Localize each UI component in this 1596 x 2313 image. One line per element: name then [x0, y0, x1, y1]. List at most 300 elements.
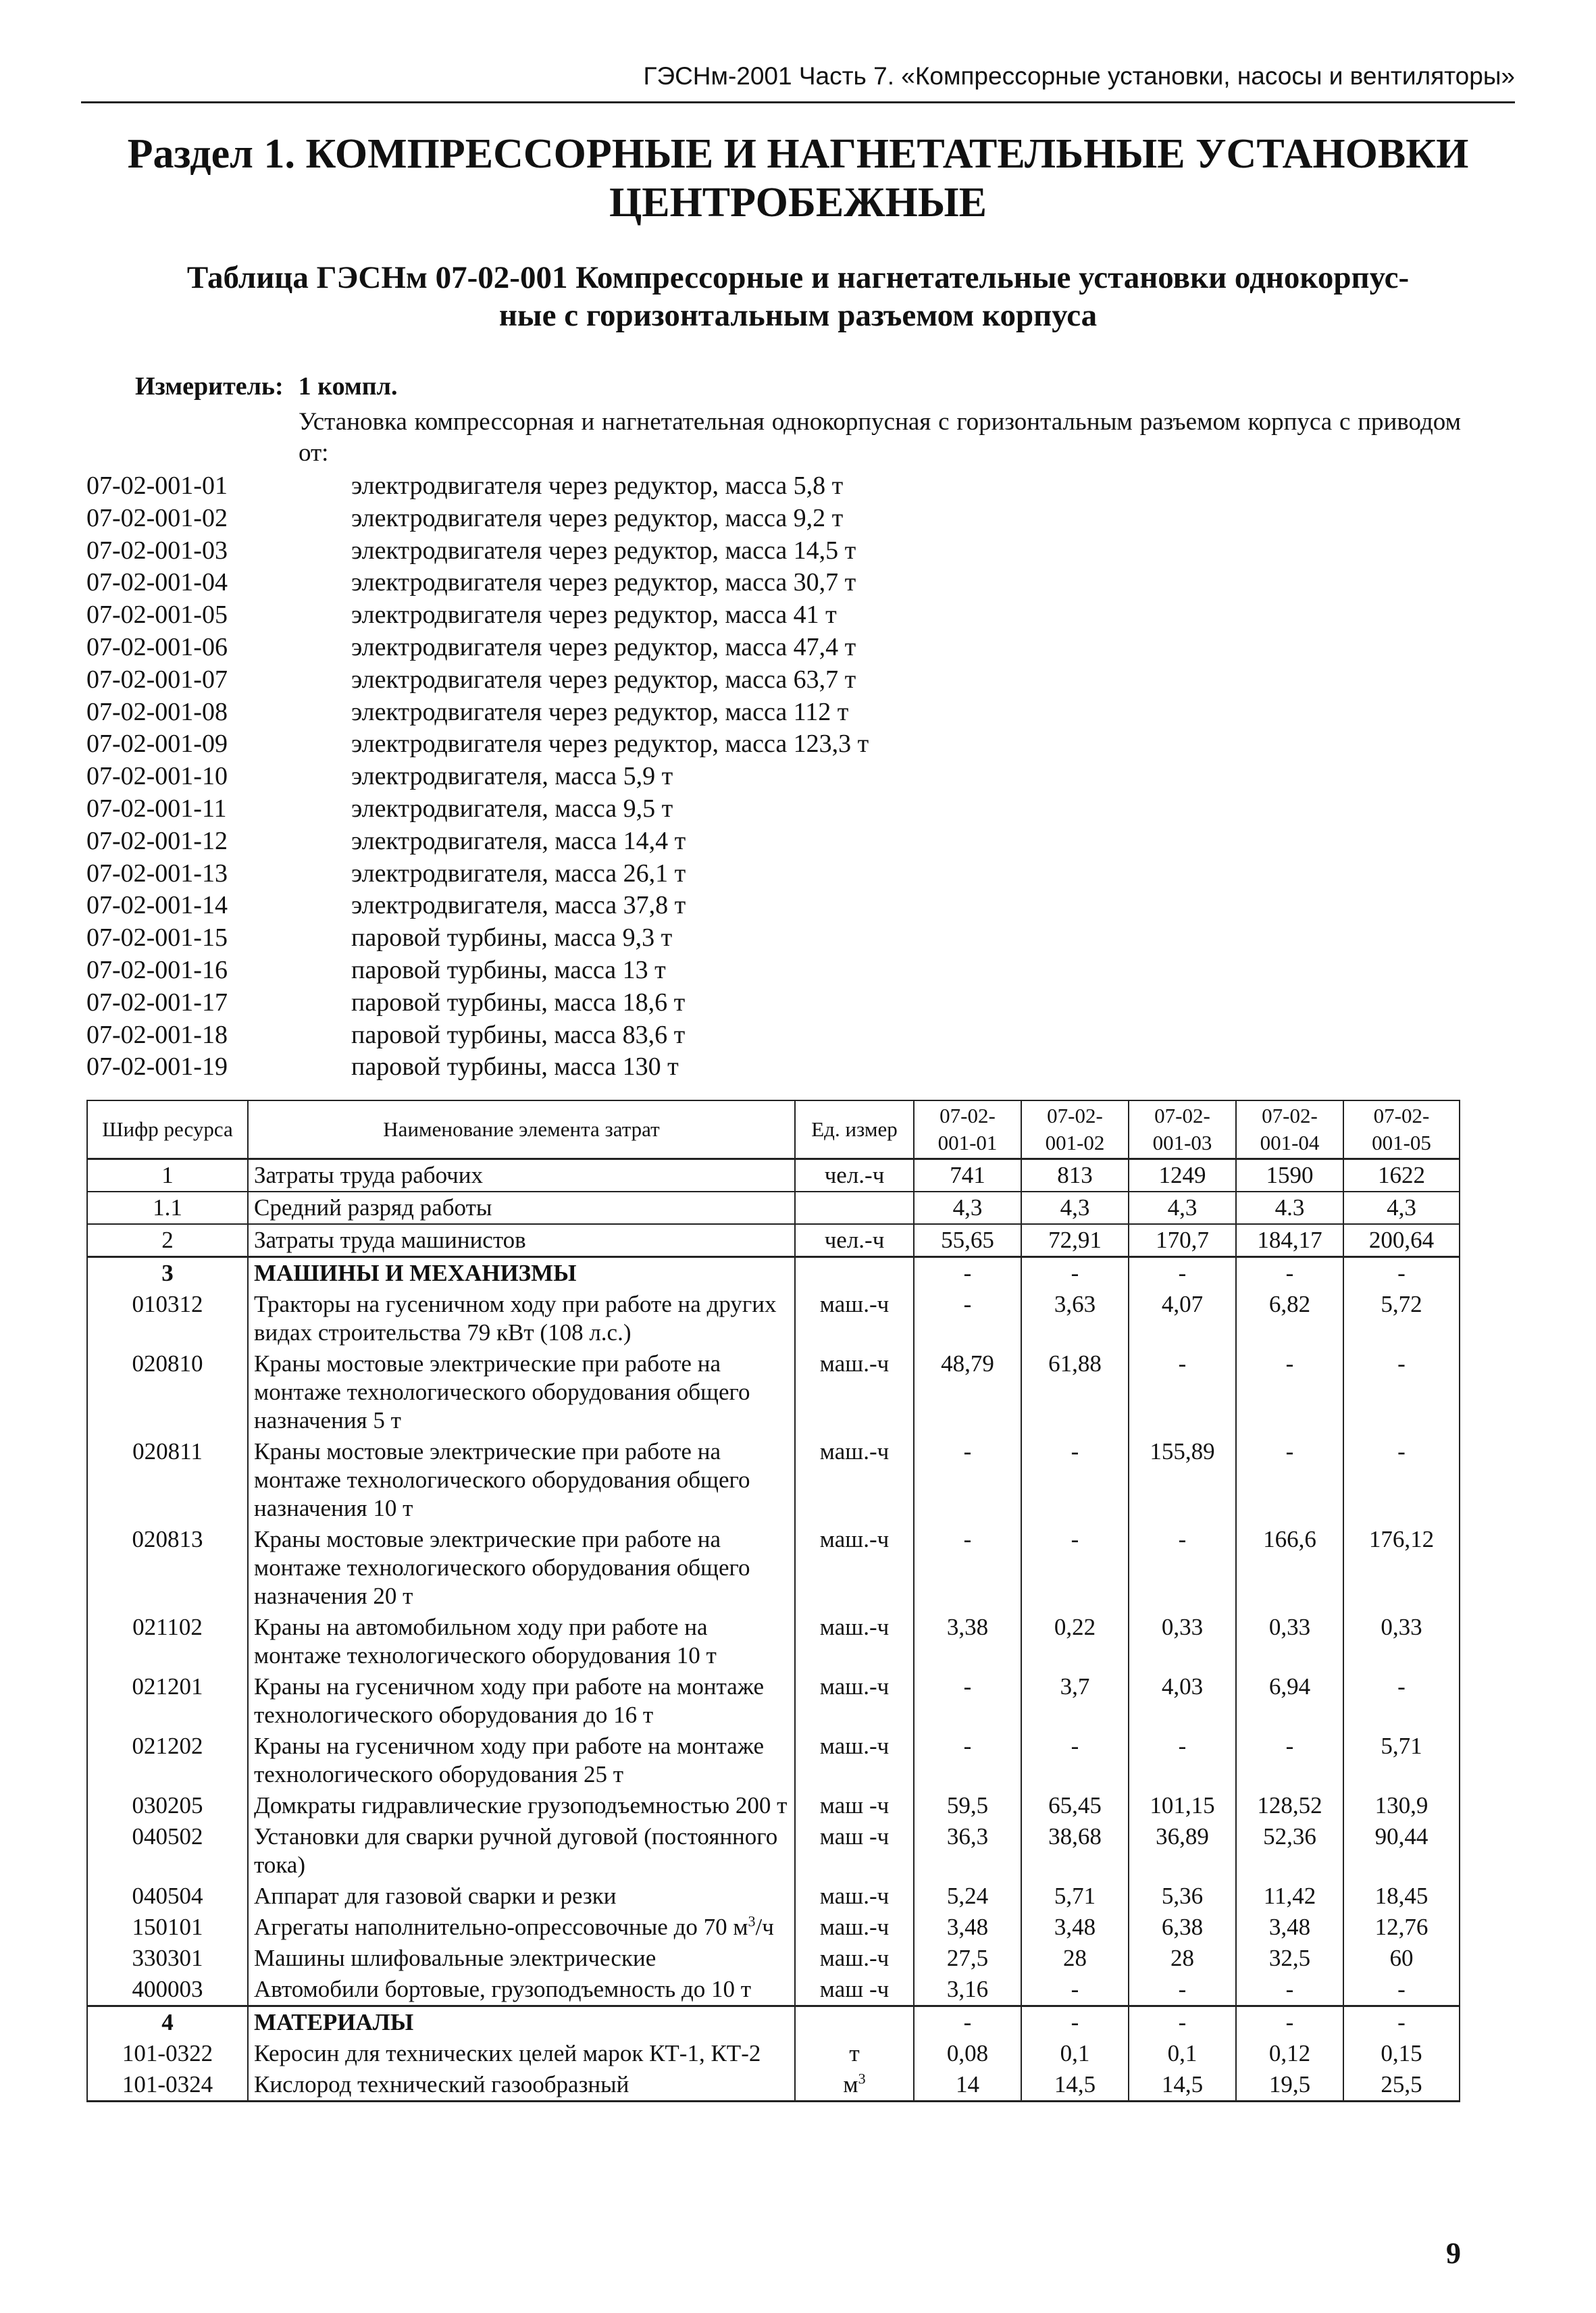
- variant-desc: электродвигателя, масса 26,1 т: [351, 859, 686, 888]
- cell-code: 2: [87, 1224, 248, 1257]
- table-title-line2: ные с горизонтальным разъемом корпуса: [498, 298, 1098, 333]
- cell-value: -: [1021, 1257, 1129, 1290]
- cell-value: -: [914, 1731, 1021, 1790]
- section-title: [81, 130, 1515, 227]
- cell-code: 1: [87, 1159, 248, 1192]
- cell-value: 38,68: [1021, 1821, 1129, 1881]
- variant-desc: электродвигателя через редуктор, масса 14,5 т: [351, 536, 856, 565]
- cell-value: 72,91: [1021, 1224, 1129, 1257]
- cell-code: 101-0322: [87, 2038, 248, 2069]
- cell-value: 5,71: [1343, 1731, 1460, 1790]
- cell-value: 0,15: [1343, 2038, 1460, 2069]
- cell-unit-superscript: 3: [858, 2070, 866, 2087]
- cell-value: -: [1021, 1436, 1129, 1524]
- variant-desc: электродвигателя через редуктор, масса 47,4 т: [351, 632, 856, 661]
- table-body: [87, 1159, 1460, 2102]
- cell-unit-text: маш -ч: [819, 1976, 890, 2002]
- cell-code: 020813: [87, 1524, 248, 1612]
- cell-name-text: Затраты труда машинистов: [254, 1227, 526, 1253]
- cell-name: [248, 1612, 795, 1671]
- cell-value: 4.3: [1236, 1192, 1343, 1224]
- cell-name-text: Краны мостовые электрические при работе на монтаже технологического оборудования общего назначения 10 т: [254, 1438, 750, 1521]
- cell-value: 0,1: [1129, 2038, 1236, 2069]
- table-row: [87, 1612, 1460, 1671]
- cell-unit: [795, 1821, 914, 1881]
- cell-name: [248, 1257, 795, 1290]
- variant-item: [86, 632, 869, 664]
- header-col-4-a: 07-02-: [1262, 1104, 1318, 1127]
- cell-value: 1590: [1236, 1159, 1343, 1192]
- variant-code: 07-02-001-02: [86, 503, 228, 532]
- cell-name: [248, 1224, 795, 1257]
- cell-unit-text: маш.-ч: [819, 1733, 890, 1759]
- cell-code: 150101: [87, 1912, 248, 1943]
- cell-value: -: [1343, 1436, 1460, 1524]
- cell-name-text: Кислород технический газообразный: [254, 2071, 629, 2098]
- cell-name-text: Автомобили бортовые, грузоподъемность до 10 т: [254, 1976, 752, 2002]
- cell-name: [248, 1192, 795, 1224]
- cell-value: -: [1129, 1974, 1236, 2006]
- cell-value: 0,22: [1021, 1612, 1129, 1671]
- cell-value: -: [1343, 1671, 1460, 1731]
- table-row: [87, 1790, 1460, 1821]
- table-row: [87, 1289, 1460, 1348]
- cell-value: 200,64: [1343, 1224, 1460, 1257]
- cell-value: -: [914, 1671, 1021, 1731]
- cell-value: 61,88: [1021, 1348, 1129, 1436]
- cell-unit-text: маш.-ч: [819, 1914, 890, 1940]
- table-row: [87, 1912, 1460, 1943]
- cell-unit: [795, 1436, 914, 1524]
- cell-value: 4,3: [914, 1192, 1021, 1224]
- cell-value: 0,08: [914, 2038, 1021, 2069]
- cell-name: [248, 1974, 795, 2006]
- cell-name-text: Краны на гусеничном ходу при работе на монтаже технологического оборудования до 16 т: [254, 1673, 765, 1728]
- cell-value: -: [1236, 1731, 1343, 1790]
- cell-name-text: Аппарат для газовой сварки и резки: [254, 1883, 617, 1909]
- header-col-3: [1129, 1100, 1236, 1159]
- cell-value: -: [1236, 1348, 1343, 1436]
- variant-desc: электродвигателя через редуктор, масса 41 т: [351, 601, 837, 630]
- cell-unit: [795, 1159, 914, 1192]
- cell-value: -: [1129, 1348, 1236, 1436]
- variant-item: [86, 1019, 869, 1052]
- variant-item: [86, 793, 869, 825]
- cell-unit-text: маш.-ч: [819, 1438, 890, 1465]
- cell-name: [248, 1289, 795, 1348]
- table-row: [87, 1348, 1460, 1436]
- cell-value: 3,7: [1021, 1671, 1129, 1731]
- cell-unit: [795, 2038, 914, 2069]
- cell-value: 28: [1129, 1943, 1236, 1974]
- variant-code: 07-02-001-11: [86, 794, 227, 823]
- cell-code: 400003: [87, 1974, 248, 2006]
- variant-code: 07-02-001-09: [86, 730, 228, 759]
- cell-value: 3,48: [914, 1912, 1021, 1943]
- variant-desc: электродвигателя, масса 9,5 т: [351, 794, 673, 823]
- variant-code: 07-02-001-05: [86, 601, 228, 630]
- header-col-2-b: 001-02: [1045, 1131, 1105, 1154]
- cell-name-text: МАШИНЫ И МЕХАНИЗМЫ: [254, 1260, 577, 1286]
- variant-code: 07-02-001-04: [86, 568, 228, 597]
- variant-code: 07-02-001-12: [86, 826, 228, 855]
- cell-unit: [795, 1348, 914, 1436]
- cell-unit: [795, 1612, 914, 1671]
- cell-code: 3: [87, 1257, 248, 1290]
- cell-value: 11,42: [1236, 1881, 1343, 1912]
- cell-value: -: [1236, 1257, 1343, 1290]
- cell-name-superscript: 3: [748, 1912, 756, 1930]
- resource-table: [86, 1100, 1460, 2102]
- header-col-4-b: 001-04: [1260, 1131, 1320, 1154]
- cell-value: 0,33: [1129, 1612, 1236, 1671]
- cell-value: 25,5: [1343, 2069, 1460, 2102]
- variant-desc: электродвигателя через редуктор, масса 5,8 т: [351, 472, 844, 500]
- cell-value: 128,52: [1236, 1790, 1343, 1821]
- variant-desc: электродвигателя через редуктор, масса 123,3 т: [351, 730, 869, 759]
- cell-value: 4,03: [1129, 1671, 1236, 1731]
- cell-value: 813: [1021, 1159, 1129, 1192]
- variant-item: [86, 470, 869, 503]
- cell-value: 3,38: [914, 1612, 1021, 1671]
- cell-value: -: [1021, 1731, 1129, 1790]
- cell-value: 130,9: [1343, 1790, 1460, 1821]
- cell-code: 021102: [87, 1612, 248, 1671]
- header-col-5: [1343, 1100, 1460, 1159]
- cell-unit: [795, 1289, 914, 1348]
- cell-value: 48,79: [914, 1348, 1021, 1436]
- cell-name-text: Домкраты гидравлические грузоподъемностью 200 т: [254, 1792, 788, 1819]
- cell-value: 32,5: [1236, 1943, 1343, 1974]
- header-col-4: [1236, 1100, 1343, 1159]
- cell-unit: [795, 2069, 914, 2102]
- cell-code: 021201: [87, 1671, 248, 1731]
- variant-item: [86, 987, 869, 1019]
- header-name: Наименование элемента затрат: [248, 1100, 795, 1159]
- cell-value: -: [1129, 1731, 1236, 1790]
- cell-unit: [795, 1881, 914, 1912]
- table-row: [87, 2038, 1460, 2069]
- cell-code: 021202: [87, 1731, 248, 1790]
- cell-code: 020811: [87, 1436, 248, 1524]
- variants-list: [86, 470, 869, 1084]
- header-col-3-a: 07-02-: [1154, 1104, 1210, 1127]
- cell-unit-text: маш -ч: [819, 1792, 890, 1819]
- cell-unit: [795, 1671, 914, 1731]
- meter: [135, 372, 397, 401]
- cell-value: 0,1: [1021, 2038, 1129, 2069]
- table-row: [87, 1731, 1460, 1790]
- cell-value: 4,3: [1021, 1192, 1129, 1224]
- cell-value: -: [1343, 2006, 1460, 2039]
- table-row: [87, 1224, 1460, 1257]
- variant-code: 07-02-001-17: [86, 988, 228, 1017]
- cell-value: 1622: [1343, 1159, 1460, 1192]
- variant-code: 07-02-001-13: [86, 859, 228, 888]
- cell-value: -: [1129, 1524, 1236, 1612]
- cell-name-text: Краны мостовые электрические при работе на монтаже технологического оборудования общего назначения 20 т: [254, 1526, 750, 1609]
- header-col-5-a: 07-02-: [1373, 1104, 1430, 1127]
- cell-value: -: [1129, 1257, 1236, 1290]
- header-col-2: [1021, 1100, 1129, 1159]
- variant-item: [86, 696, 869, 729]
- cell-value: 90,44: [1343, 1821, 1460, 1881]
- cell-value: 176,12: [1343, 1524, 1460, 1612]
- cell-value: 4,3: [1129, 1192, 1236, 1224]
- meter-label: Измеритель:: [135, 372, 284, 401]
- table-row: [87, 1524, 1460, 1612]
- cell-value: 36,89: [1129, 1821, 1236, 1881]
- section-title-line2: ЦЕНТРОБЕЖНЫЕ: [609, 180, 987, 226]
- cell-value: -: [1236, 1436, 1343, 1524]
- cell-name-text: МАТЕРИАЛЫ: [254, 2009, 414, 2035]
- cell-value: 155,89: [1129, 1436, 1236, 1524]
- cell-value: -: [1236, 1974, 1343, 2006]
- variant-item: [86, 503, 869, 535]
- cell-name: [248, 1731, 795, 1790]
- cell-value: -: [914, 1289, 1021, 1348]
- variant-desc: паровой турбины, масса 13 т: [351, 955, 666, 984]
- cell-value: -: [914, 2006, 1021, 2039]
- table-title: [88, 259, 1508, 334]
- cell-value: -: [1343, 1974, 1460, 2006]
- cell-value: 60: [1343, 1943, 1460, 1974]
- table-row: [87, 2006, 1460, 2039]
- cell-unit-text: маш.-ч: [819, 1945, 890, 1971]
- cell-value: 18,45: [1343, 1881, 1460, 1912]
- variant-code: 07-02-001-19: [86, 1052, 228, 1082]
- cell-name: [248, 1524, 795, 1612]
- cell-code: 101-0324: [87, 2069, 248, 2102]
- variant-item: [86, 761, 869, 793]
- cell-code: 010312: [87, 1289, 248, 1348]
- cell-value: 184,17: [1236, 1224, 1343, 1257]
- cell-value: 12,76: [1343, 1912, 1460, 1943]
- cell-code: 1.1: [87, 1192, 248, 1224]
- cell-name: [248, 1348, 795, 1436]
- cell-name: [248, 1436, 795, 1524]
- cell-unit-text: маш.-ч: [819, 1526, 890, 1552]
- variant-code: 07-02-001-16: [86, 955, 228, 984]
- variant-desc: паровой турбины, масса 9,3 т: [351, 923, 673, 952]
- cell-name-text: Краны на гусеничном ходу при работе на монтаже технологического оборудования 25 т: [254, 1733, 765, 1787]
- variant-item: [86, 1051, 869, 1084]
- variant-code: 07-02-001-01: [86, 472, 228, 500]
- cell-value: 5,71: [1021, 1881, 1129, 1912]
- cell-name-text: Краны на автомобильном ходу при работе на монтаже технологического оборудования 10 т: [254, 1614, 717, 1669]
- cell-value: 27,5: [914, 1943, 1021, 1974]
- cell-unit-text: маш.-ч: [819, 1291, 890, 1317]
- cell-value: 3,16: [914, 1974, 1021, 2006]
- variant-desc: паровой турбины, масса 130 т: [351, 1052, 679, 1082]
- cell-unit: [795, 1192, 914, 1224]
- header-col-1-b: 001-01: [937, 1131, 998, 1154]
- variant-item: [86, 955, 869, 987]
- cell-code: 030205: [87, 1790, 248, 1821]
- cell-value: 6,94: [1236, 1671, 1343, 1731]
- cell-value: -: [1021, 1524, 1129, 1612]
- cell-code: 330301: [87, 1943, 248, 1974]
- cell-unit-text: маш -ч: [819, 1823, 890, 1850]
- cell-name-tail: /ч: [755, 1914, 774, 1940]
- variant-code: 07-02-001-06: [86, 632, 228, 661]
- cell-name: [248, 1881, 795, 1912]
- cell-unit-text: маш.-ч: [819, 1883, 890, 1909]
- cell-name: [248, 1943, 795, 1974]
- cell-name-text: Машины шлифовальные электрические: [254, 1945, 657, 1971]
- intro-text: Установка компрессорная и нагнетательная однокорпусная с горизонтальным разъемом корпуса с приводом от:: [299, 408, 1461, 467]
- variant-desc: электродвигателя, масса 37,8 т: [351, 891, 686, 920]
- cell-unit: [795, 1731, 914, 1790]
- variant-desc: паровой турбины, масса 18,6 т: [351, 988, 686, 1017]
- table-row: [87, 1159, 1460, 1192]
- cell-name: [248, 1790, 795, 1821]
- cell-value: 0,33: [1343, 1612, 1460, 1671]
- variant-code: 07-02-001-03: [86, 536, 228, 565]
- cell-value: 6,82: [1236, 1289, 1343, 1348]
- cell-unit: [795, 1974, 914, 2006]
- table-row: [87, 1436, 1460, 1524]
- header-col-1-a: 07-02-: [939, 1104, 996, 1127]
- variant-desc: электродвигателя, масса 5,9 т: [351, 762, 673, 791]
- variant-item: [86, 825, 869, 858]
- cell-code: 4: [87, 2006, 248, 2039]
- cell-value: -: [914, 1257, 1021, 1290]
- variant-code: 07-02-001-18: [86, 1020, 228, 1049]
- cell-value: 3,48: [1021, 1912, 1129, 1943]
- meter-value: 1 компл.: [298, 372, 398, 401]
- cell-name-text: Краны мостовые электрические при работе на монтаже технологического оборудования общего назначения 5 т: [254, 1350, 750, 1433]
- cell-code: 040502: [87, 1821, 248, 1881]
- variant-item: [86, 858, 869, 890]
- header-col-2-a: 07-02-: [1047, 1104, 1103, 1127]
- cell-value: 19,5: [1236, 2069, 1343, 2102]
- variant-item: [86, 922, 869, 955]
- cell-unit: [795, 1224, 914, 1257]
- table-row: [87, 1881, 1460, 1912]
- cell-value: 14: [914, 2069, 1021, 2102]
- running-header: ГЭСНм-2001 Часть 7. «Компрессорные установки, насосы и вентиляторы»: [643, 62, 1515, 90]
- cell-value: 5,72: [1343, 1289, 1460, 1348]
- table-row: [87, 1192, 1460, 1224]
- page-number: 9: [1446, 2237, 1461, 2270]
- cell-name-text: Затраты труда рабочих: [254, 1162, 483, 1188]
- cell-name: [248, 1821, 795, 1881]
- cell-name: [248, 1159, 795, 1192]
- variant-code: 07-02-001-08: [86, 697, 228, 726]
- cell-value: 170,7: [1129, 1224, 1236, 1257]
- cell-code: 020810: [87, 1348, 248, 1436]
- table-row: [87, 1821, 1460, 1881]
- cell-unit-text: маш.-ч: [819, 1350, 890, 1377]
- variant-code: 07-02-001-10: [86, 762, 228, 791]
- cell-unit-text: т: [849, 2040, 860, 2066]
- cell-value: 65,45: [1021, 1790, 1129, 1821]
- variant-item: [86, 599, 869, 632]
- cell-unit: [795, 1912, 914, 1943]
- cell-value: 36,3: [914, 1821, 1021, 1881]
- cell-value: 0,33: [1236, 1612, 1343, 1671]
- cell-name: [248, 1912, 795, 1943]
- cell-value: 6,38: [1129, 1912, 1236, 1943]
- variant-code: 07-02-001-07: [86, 665, 228, 694]
- table-header-row: [87, 1100, 1460, 1159]
- variant-desc: электродвигателя через редуктор, масса 30,7 т: [351, 568, 856, 597]
- cell-unit-text: маш.-ч: [819, 1614, 890, 1640]
- header-col-1: [914, 1100, 1021, 1159]
- cell-value: 52,36: [1236, 1821, 1343, 1881]
- cell-value: -: [1236, 2006, 1343, 2039]
- cell-value: 3,63: [1021, 1289, 1129, 1348]
- cell-name: [248, 1671, 795, 1731]
- cell-value: 1249: [1129, 1159, 1236, 1192]
- cell-value: 14,5: [1129, 2069, 1236, 2102]
- table-row: [87, 1943, 1460, 1974]
- variant-desc: электродвигателя, масса 14,4 т: [351, 826, 686, 855]
- cell-value: 0,12: [1236, 2038, 1343, 2069]
- cell-value: 4,07: [1129, 1289, 1236, 1348]
- cell-name-text: Керосин для технических целей марок КТ-1, КТ-2: [254, 2040, 761, 2066]
- table-row: [87, 1974, 1460, 2006]
- cell-unit: [795, 2006, 914, 2039]
- variant-code: 07-02-001-14: [86, 891, 228, 920]
- cell-value: 28: [1021, 1943, 1129, 1974]
- cell-name: [248, 2038, 795, 2069]
- cell-value: -: [914, 1524, 1021, 1612]
- variant-item: [86, 567, 869, 599]
- section-title-line1: Раздел 1. КОМПРЕССОРНЫЕ И НАГНЕТАТЕЛЬНЫЕ УСТАНОВКИ: [127, 131, 1469, 177]
- cell-name-text: Установки для сварки ручной дуговой (постоянного тока): [254, 1823, 778, 1878]
- header-col-3-b: 001-03: [1152, 1131, 1212, 1154]
- cell-value: -: [1129, 2006, 1236, 2039]
- cell-value: -: [1021, 1974, 1129, 2006]
- table-title-line1: Таблица ГЭСНм 07-02-001 Компрессорные и нагнетательные установки однокорпус-: [186, 260, 1410, 295]
- cell-unit: [795, 1524, 914, 1612]
- table-row: [87, 1257, 1460, 1290]
- cell-value: -: [1343, 1257, 1460, 1290]
- header-col-5-b: 001-05: [1372, 1131, 1431, 1154]
- cell-value: 14,5: [1021, 2069, 1129, 2102]
- cell-value: -: [914, 1436, 1021, 1524]
- cell-value: 741: [914, 1159, 1021, 1192]
- cell-unit-text: чел.-ч: [824, 1162, 885, 1188]
- cell-unit-text: м: [843, 2071, 858, 2098]
- variant-desc: паровой турбины, масса 83,6 т: [351, 1020, 686, 1049]
- header-rule: [81, 101, 1515, 103]
- cell-unit: [795, 1257, 914, 1290]
- table-row: [87, 1671, 1460, 1731]
- variant-desc: электродвигателя через редуктор, масса 112 т: [351, 697, 849, 726]
- variant-desc: электродвигателя через редуктор, масса 63,7 т: [351, 665, 856, 694]
- cell-unit-text: маш.-ч: [819, 1673, 890, 1700]
- cell-value: 55,65: [914, 1224, 1021, 1257]
- cell-name: [248, 2006, 795, 2039]
- cell-name-text: Тракторы на гусеничном ходу при работе на других видах строительства 79 кВт (108 л.с.): [254, 1291, 777, 1346]
- variant-item: [86, 728, 869, 761]
- variant-item: [86, 664, 869, 696]
- variant-desc: электродвигателя через редуктор, масса 9,2 т: [351, 503, 844, 532]
- cell-unit: [795, 1790, 914, 1821]
- cell-name: [248, 2069, 795, 2102]
- header-code: Шифр ресурса: [87, 1100, 248, 1159]
- cell-name-text: Агрегаты наполнительно-опрессовочные до 70 м: [254, 1914, 748, 1940]
- cell-value: 4,3: [1343, 1192, 1460, 1224]
- cell-value: 59,5: [914, 1790, 1021, 1821]
- variant-item: [86, 535, 869, 567]
- header-unit: Ед. измер: [795, 1100, 914, 1159]
- cell-unit-text: чел.-ч: [824, 1227, 885, 1253]
- variant-code: 07-02-001-15: [86, 923, 228, 952]
